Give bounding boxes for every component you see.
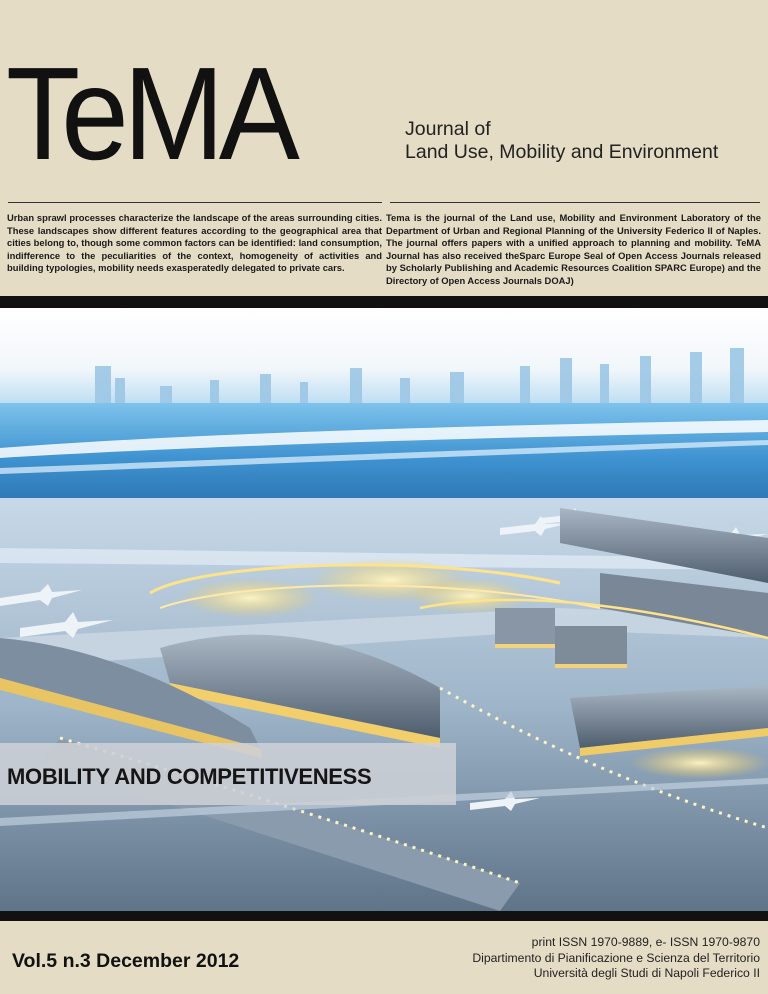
airport-illustration [0, 308, 768, 911]
imprint-issn: print ISSN 1970-9889, e- ISSN 1970-9870 [531, 935, 760, 949]
issue-title: MOBILITY AND COMPETITIVENESS [7, 764, 372, 789]
journal-logo: TeMA [6, 40, 295, 187]
top-band [0, 296, 768, 308]
imprint-department: Dipartimento di Pianificazione e Scienza del Territorio [472, 950, 760, 965]
bottom-band [0, 911, 768, 921]
intro-text-left: Urban sprawl processes characterize the landscape of the areas surrounding cities. These landscapes show different features according to the geographical area that cities belong to, though some common factors can be identified: land consumption, indifference to the peculiarities of the context, homogeneity of activities and building typologies, mobility needs exasperatedly delegated to private cars. [7, 212, 382, 274]
journal-subtitle [405, 118, 718, 164]
cover-image [0, 308, 768, 911]
volume-info: Vol.5 n.3 December 2012 [12, 950, 240, 972]
divider-right [390, 202, 760, 203]
imprint [472, 935, 760, 982]
intro-text-right: Tema is the journal of the Land use, Mobility and Environment Laboratory of the Department of Urban and Regional Planning of the University Federico II of Naples. The journal offers papers with a unified approach to planning and mobility. TeMA Journal has also received theSparc Europe Seal of Open Access Journals released by Scholarly Publishing and Academic Resources Coalition SPARC Europe) and the Directory of Open Access Journals DOAJ) [386, 212, 761, 286]
subtitle-line-1: Journal of [405, 118, 491, 140]
imprint-university: Università degli Studi di Napoli Federico II [533, 966, 760, 980]
divider-left [8, 202, 382, 203]
issue-title-banner [0, 743, 456, 805]
subtitle-line-2: Land Use, Mobility and Environment [405, 141, 719, 163]
